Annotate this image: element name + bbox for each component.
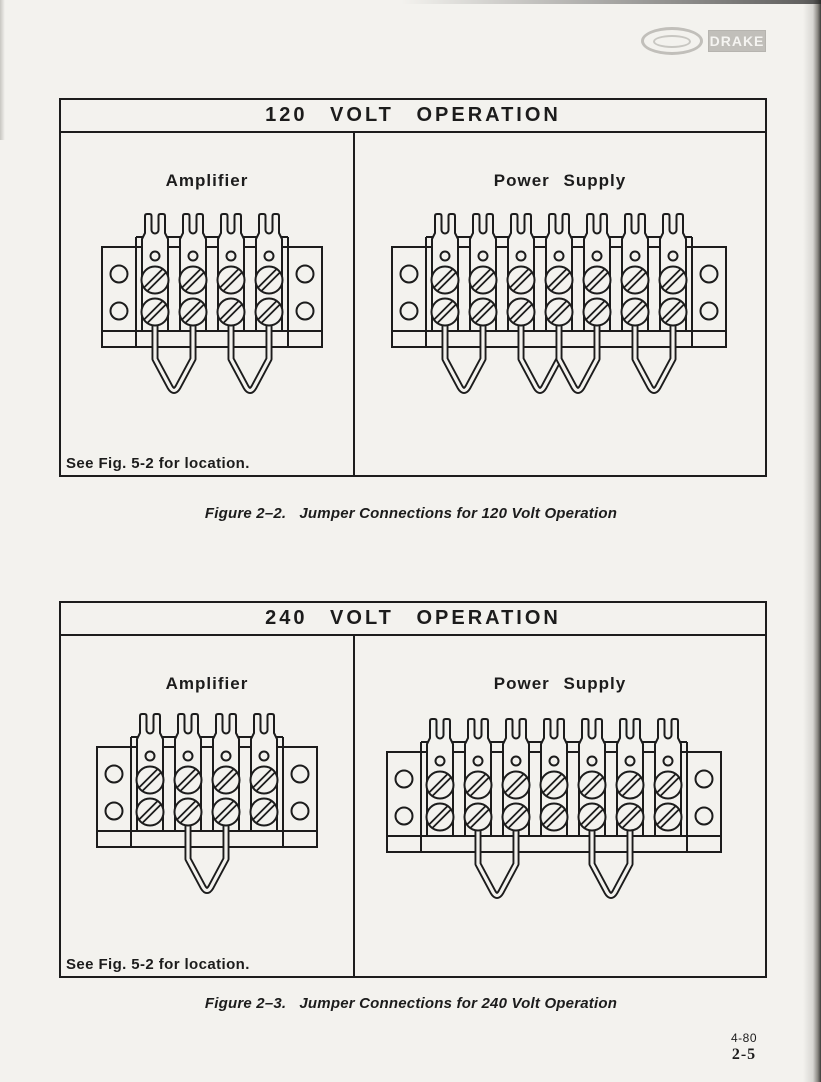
date-code: 4-80	[730, 1031, 757, 1045]
panel-label-amplifier: Amplifier	[165, 674, 249, 693]
drake-oval-icon	[641, 27, 703, 55]
location-note: See Fig. 5-2 for location.	[66, 956, 250, 973]
top-scan-edge	[401, 0, 821, 4]
power-supply-terminal-block-diagram	[385, 712, 723, 906]
figure-120v-body	[61, 133, 765, 475]
figure-120v-box	[59, 98, 767, 477]
drake-wordmark: DRAKE	[708, 30, 766, 52]
drake-oval-inner-icon	[653, 35, 691, 48]
drake-logo	[641, 29, 766, 53]
page-footer	[731, 1031, 757, 1064]
figure-240v-box	[59, 601, 767, 978]
location-note: See Fig. 5-2 for location.	[66, 455, 250, 472]
panel-label-amplifier: Amplifier	[165, 171, 249, 190]
panel-label-power-supply: Power Supply	[493, 171, 627, 190]
right-scan-edge	[803, 0, 821, 1082]
amplifier-terminal-block-diagram	[95, 707, 319, 901]
figure-240v-title: 240 VOLT OPERATION	[61, 603, 765, 636]
amplifier-terminal-block-diagram	[100, 207, 324, 401]
power-supply-terminal-block-diagram	[390, 207, 728, 401]
figure-240v-caption: Figure 2–3. Jumper Connections for 240 Volt Operation	[204, 995, 618, 1012]
left-scan-edge	[0, 0, 5, 140]
figure-240v-body	[61, 636, 765, 976]
figure-120v-title: 120 VOLT OPERATION	[61, 100, 765, 133]
page-number: 2-5	[731, 1046, 757, 1063]
panel-label-power-supply: Power Supply	[493, 674, 627, 693]
figure-120v-caption: Figure 2–2. Jumper Connections for 120 Volt Operation	[204, 505, 618, 522]
